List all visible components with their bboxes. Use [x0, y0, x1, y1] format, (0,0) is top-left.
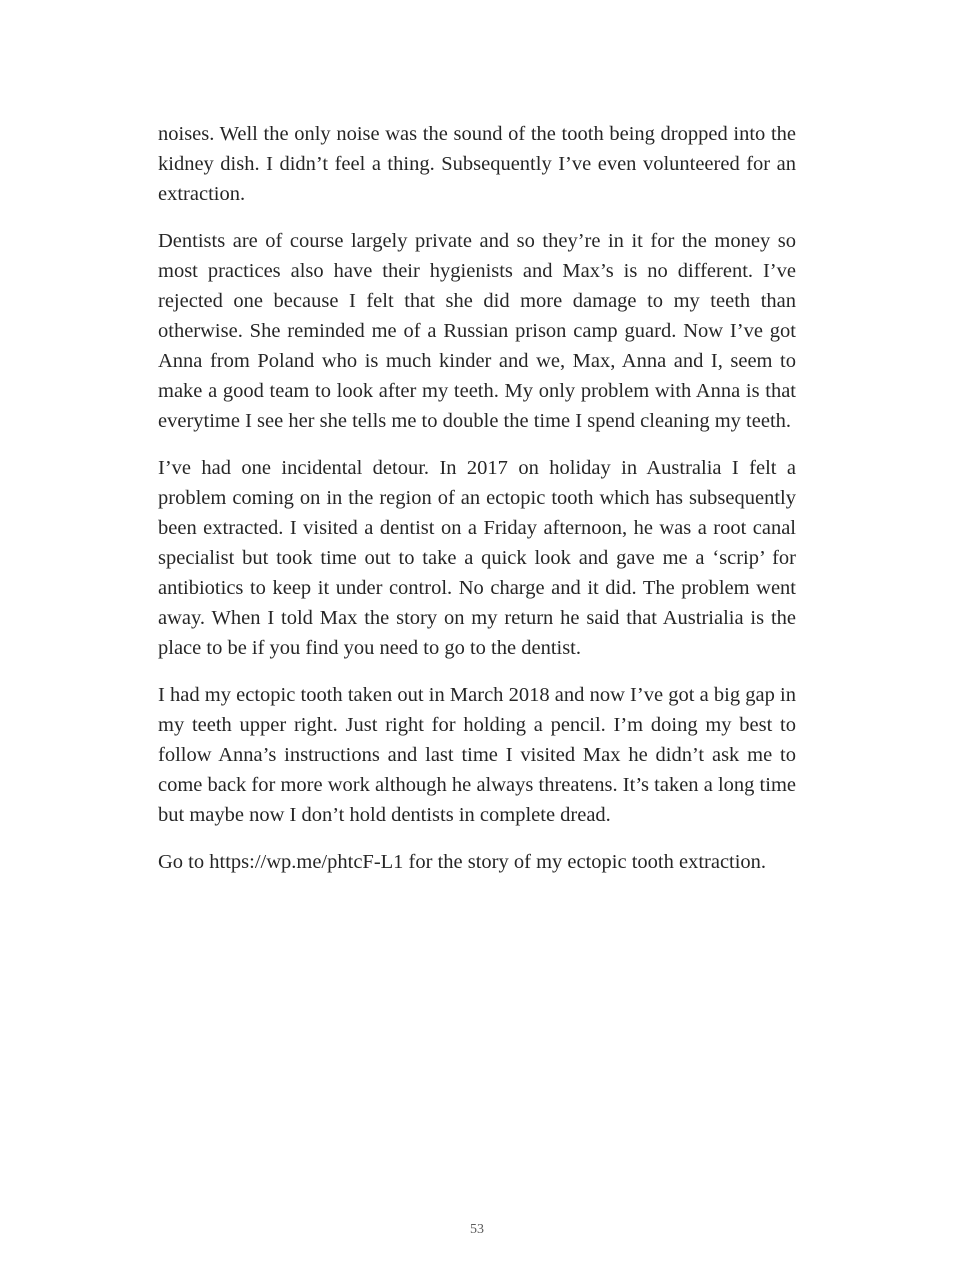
paragraph-1: noises. Well the only noise was the sound of the tooth being dropped into the kidney dish. I didn’t feel a thing. Subsequently I’ve even volunteered for an extraction. — [158, 123, 796, 205]
paragraph-4: I had my ectopic tooth taken out in March 2018 and now I’ve got a big gap in my teeth upper right. Just right for holding a pencil. I’m doing my best to follow Anna’s instructions and last time I visited Max he didn’t ask me to come back for more work although he always threatens. It’s taken a long time but maybe now I don’t hold dentists in complete dread. — [158, 684, 796, 826]
page-number: 53 — [470, 1222, 484, 1237]
paragraph-5: Go to https://wp.me/phtcF-L1 for the story of my ectopic tooth extraction. — [158, 851, 767, 873]
paragraph-2: Dentists are of course largely private and so they’re in it for the money so most practices also have their hygienists and Max’s is no different. I’ve rejected one because I felt that she did more damage to my teeth than otherwise. She reminded me of a Russian prison camp guard. Now I’ve got Anna from Poland who is much kinder and we, Max, Anna and I, seem to make a good team to look after my teeth. My only problem with Anna is that everytime I see her she tells me to double the time I spend cleaning my teeth. — [158, 230, 796, 432]
body-text — [158, 119, 796, 894]
paragraph-3: I’ve had one incidental detour. In 2017 on holiday in Australia I felt a problem coming on in the region of an ectopic tooth which has subsequently been extracted. I visited a dentist on a Friday afternoon, he was a root canal specialist but took time out to take a quick look and gave me a ‘scrip’ for antibiotics to keep it under control. No charge and it did. The problem went away. When I told Max the story on my return he said that Austrialia is the place to be if you find you need to go to the dentist. — [158, 457, 796, 659]
